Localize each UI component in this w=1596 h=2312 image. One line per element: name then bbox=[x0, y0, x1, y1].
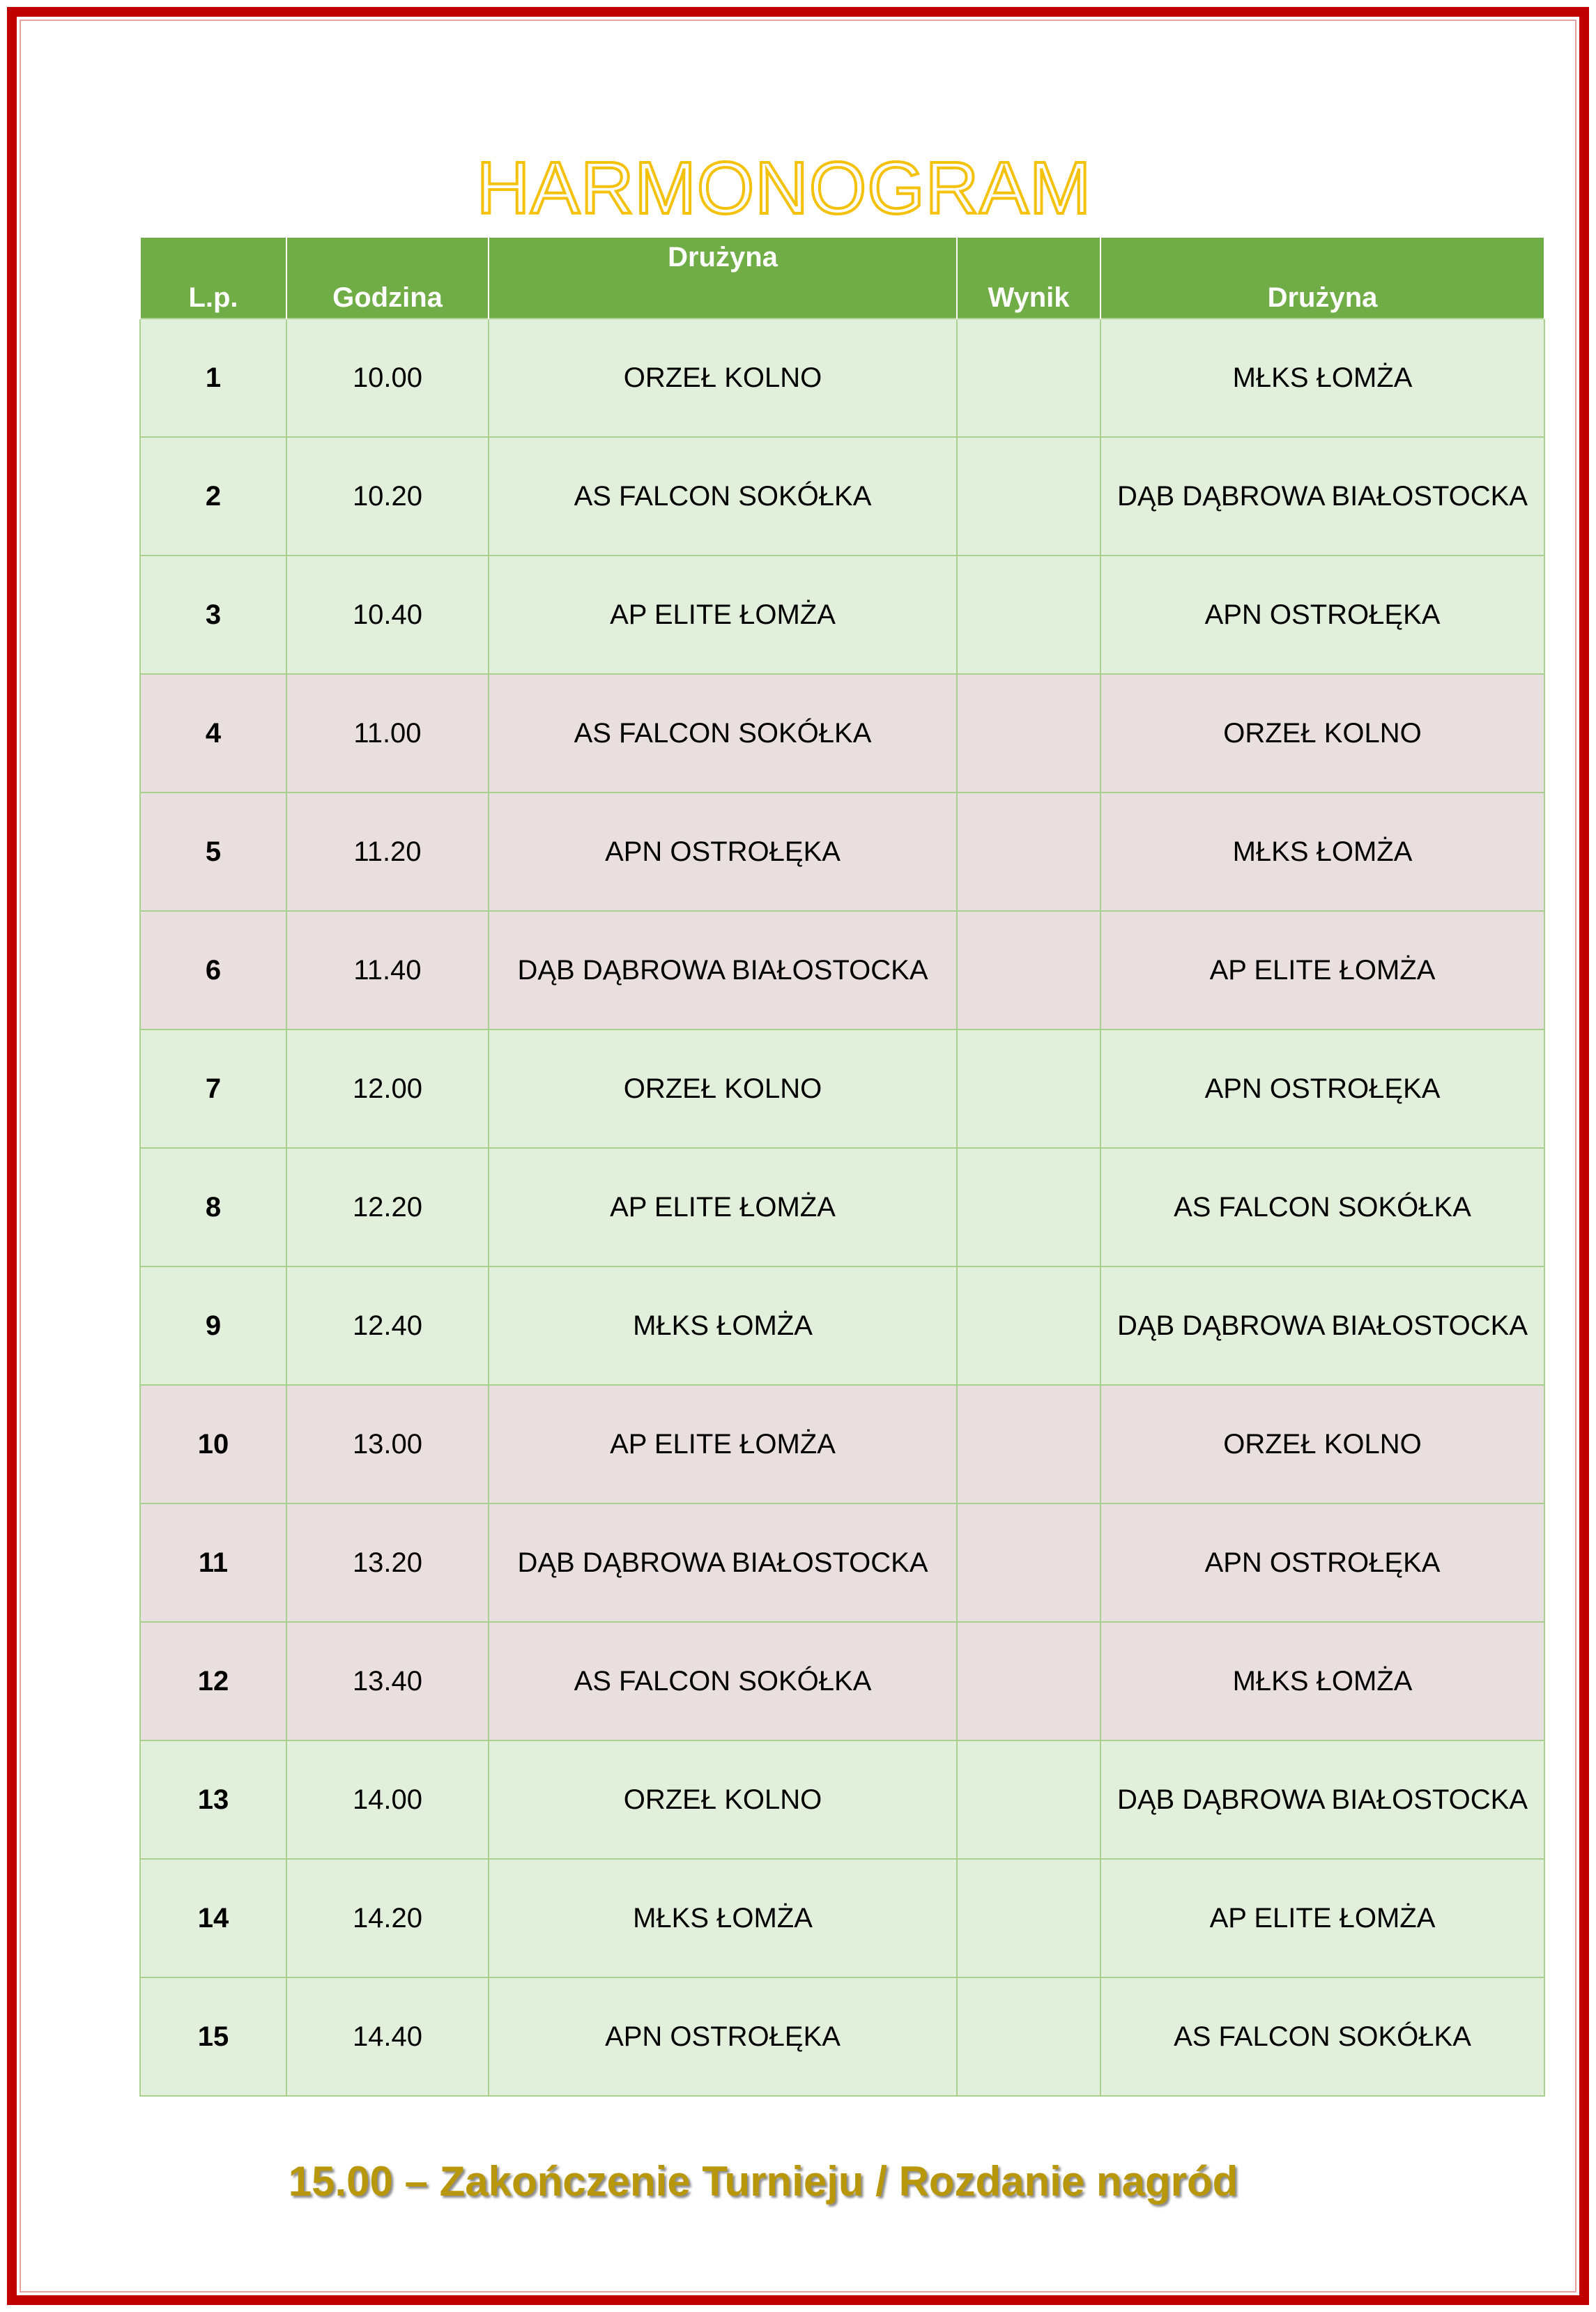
home-team: MŁKS ŁOMŻA bbox=[489, 1266, 957, 1385]
match-time: 11.20 bbox=[286, 793, 489, 911]
header-team1: Drużyna bbox=[489, 238, 957, 319]
home-team: ORZEŁ KOLNO bbox=[489, 1740, 957, 1859]
match-row bbox=[140, 1148, 1544, 1266]
page-title-text: HARMONOGRAM bbox=[476, 147, 1092, 229]
match-row bbox=[140, 437, 1544, 556]
match-result bbox=[957, 1740, 1100, 1859]
match-time: 14.40 bbox=[286, 1977, 489, 2096]
away-team: MŁKS ŁOMŻA bbox=[1100, 319, 1544, 437]
match-result bbox=[957, 793, 1100, 911]
header-score: Wynik bbox=[957, 238, 1100, 319]
match-number: 7 bbox=[140, 1029, 286, 1148]
closing-note bbox=[0, 2154, 1596, 2210]
away-team: AS FALCON SOKÓŁKA bbox=[1100, 1977, 1544, 2096]
away-team: DĄB DĄBROWA BIAŁOSTOCKA bbox=[1100, 1266, 1544, 1385]
home-team: ORZEŁ KOLNO bbox=[489, 1029, 957, 1148]
away-team: APN OSTROŁĘKA bbox=[1100, 1029, 1544, 1148]
header-lp: L.p. bbox=[140, 238, 286, 319]
home-team: AS FALCON SOKÓŁKA bbox=[489, 1622, 957, 1740]
home-team: APN OSTROŁĘKA bbox=[489, 1977, 957, 2096]
match-time: 12.20 bbox=[286, 1148, 489, 1266]
match-time: 12.00 bbox=[286, 1029, 489, 1148]
match-number: 2 bbox=[140, 437, 286, 556]
match-row bbox=[140, 1622, 1544, 1740]
closing-note-text: 15.00 – Zakończenie Turnieju / Rozdanie nagród bbox=[288, 2158, 1238, 2205]
header-row bbox=[140, 238, 1544, 319]
match-number: 13 bbox=[140, 1740, 286, 1859]
schedule-header bbox=[140, 238, 1544, 319]
match-row bbox=[140, 319, 1544, 437]
away-team: ORZEŁ KOLNO bbox=[1100, 674, 1544, 793]
header-time: Godzina bbox=[286, 238, 489, 319]
schedule-body bbox=[140, 319, 1544, 2096]
match-time: 11.40 bbox=[286, 911, 489, 1029]
match-time: 10.40 bbox=[286, 556, 489, 674]
match-result bbox=[957, 1977, 1100, 2096]
home-team: DĄB DĄBROWA BIAŁOSTOCKA bbox=[489, 1503, 957, 1622]
match-result bbox=[957, 1029, 1100, 1148]
match-result bbox=[957, 1385, 1100, 1503]
match-time: 14.00 bbox=[286, 1740, 489, 1859]
schedule-table bbox=[139, 238, 1545, 2097]
match-number: 10 bbox=[140, 1385, 286, 1503]
home-team: AP ELITE ŁOMŻA bbox=[489, 556, 957, 674]
match-row bbox=[140, 1977, 1544, 2096]
match-number: 11 bbox=[140, 1503, 286, 1622]
match-number: 4 bbox=[140, 674, 286, 793]
match-time: 13.20 bbox=[286, 1503, 489, 1622]
match-row bbox=[140, 793, 1544, 911]
match-time: 13.40 bbox=[286, 1622, 489, 1740]
match-result bbox=[957, 319, 1100, 437]
away-team: MŁKS ŁOMŻA bbox=[1100, 793, 1544, 911]
match-number: 8 bbox=[140, 1148, 286, 1266]
match-number: 6 bbox=[140, 911, 286, 1029]
match-row bbox=[140, 1503, 1544, 1622]
match-time: 10.20 bbox=[286, 437, 489, 556]
match-row bbox=[140, 556, 1544, 674]
match-result bbox=[957, 1266, 1100, 1385]
match-time: 10.00 bbox=[286, 319, 489, 437]
away-team: DĄB DĄBROWA BIAŁOSTOCKA bbox=[1100, 1740, 1544, 1859]
match-result bbox=[957, 1503, 1100, 1622]
match-result bbox=[957, 1859, 1100, 1977]
away-team: ORZEŁ KOLNO bbox=[1100, 1385, 1544, 1503]
away-team: AP ELITE ŁOMŻA bbox=[1100, 911, 1544, 1029]
home-team: AS FALCON SOKÓŁKA bbox=[489, 674, 957, 793]
away-team: AS FALCON SOKÓŁKA bbox=[1100, 1148, 1544, 1266]
match-time: 11.00 bbox=[286, 674, 489, 793]
match-time: 14.20 bbox=[286, 1859, 489, 1977]
match-row bbox=[140, 1859, 1544, 1977]
match-number: 15 bbox=[140, 1977, 286, 2096]
match-result bbox=[957, 556, 1100, 674]
home-team: APN OSTROŁĘKA bbox=[489, 793, 957, 911]
home-team: ORZEŁ KOLNO bbox=[489, 319, 957, 437]
match-number: 3 bbox=[140, 556, 286, 674]
match-number: 12 bbox=[140, 1622, 286, 1740]
match-number: 1 bbox=[140, 319, 286, 437]
match-row bbox=[140, 1740, 1544, 1859]
home-team: AP ELITE ŁOMŻA bbox=[489, 1148, 957, 1266]
match-result bbox=[957, 437, 1100, 556]
page-title bbox=[0, 139, 1596, 237]
match-row bbox=[140, 1029, 1544, 1148]
match-row bbox=[140, 1385, 1544, 1503]
match-result bbox=[957, 911, 1100, 1029]
home-team: DĄB DĄBROWA BIAŁOSTOCKA bbox=[489, 911, 957, 1029]
match-number: 5 bbox=[140, 793, 286, 911]
match-result bbox=[957, 674, 1100, 793]
away-team: AP ELITE ŁOMŻA bbox=[1100, 1859, 1544, 1977]
match-row bbox=[140, 674, 1544, 793]
home-team: AS FALCON SOKÓŁKA bbox=[489, 437, 957, 556]
match-row bbox=[140, 1266, 1544, 1385]
away-team: MŁKS ŁOMŻA bbox=[1100, 1622, 1544, 1740]
match-time: 12.40 bbox=[286, 1266, 489, 1385]
home-team: MŁKS ŁOMŻA bbox=[489, 1859, 957, 1977]
match-result bbox=[957, 1148, 1100, 1266]
match-result bbox=[957, 1622, 1100, 1740]
header-team2: Drużyna bbox=[1100, 238, 1544, 319]
away-team: APN OSTROŁĘKA bbox=[1100, 1503, 1544, 1622]
home-team: AP ELITE ŁOMŻA bbox=[489, 1385, 957, 1503]
away-team: APN OSTROŁĘKA bbox=[1100, 556, 1544, 674]
match-number: 9 bbox=[140, 1266, 286, 1385]
away-team: DĄB DĄBROWA BIAŁOSTOCKA bbox=[1100, 437, 1544, 556]
match-number: 14 bbox=[140, 1859, 286, 1977]
match-row bbox=[140, 911, 1544, 1029]
match-time: 13.00 bbox=[286, 1385, 489, 1503]
